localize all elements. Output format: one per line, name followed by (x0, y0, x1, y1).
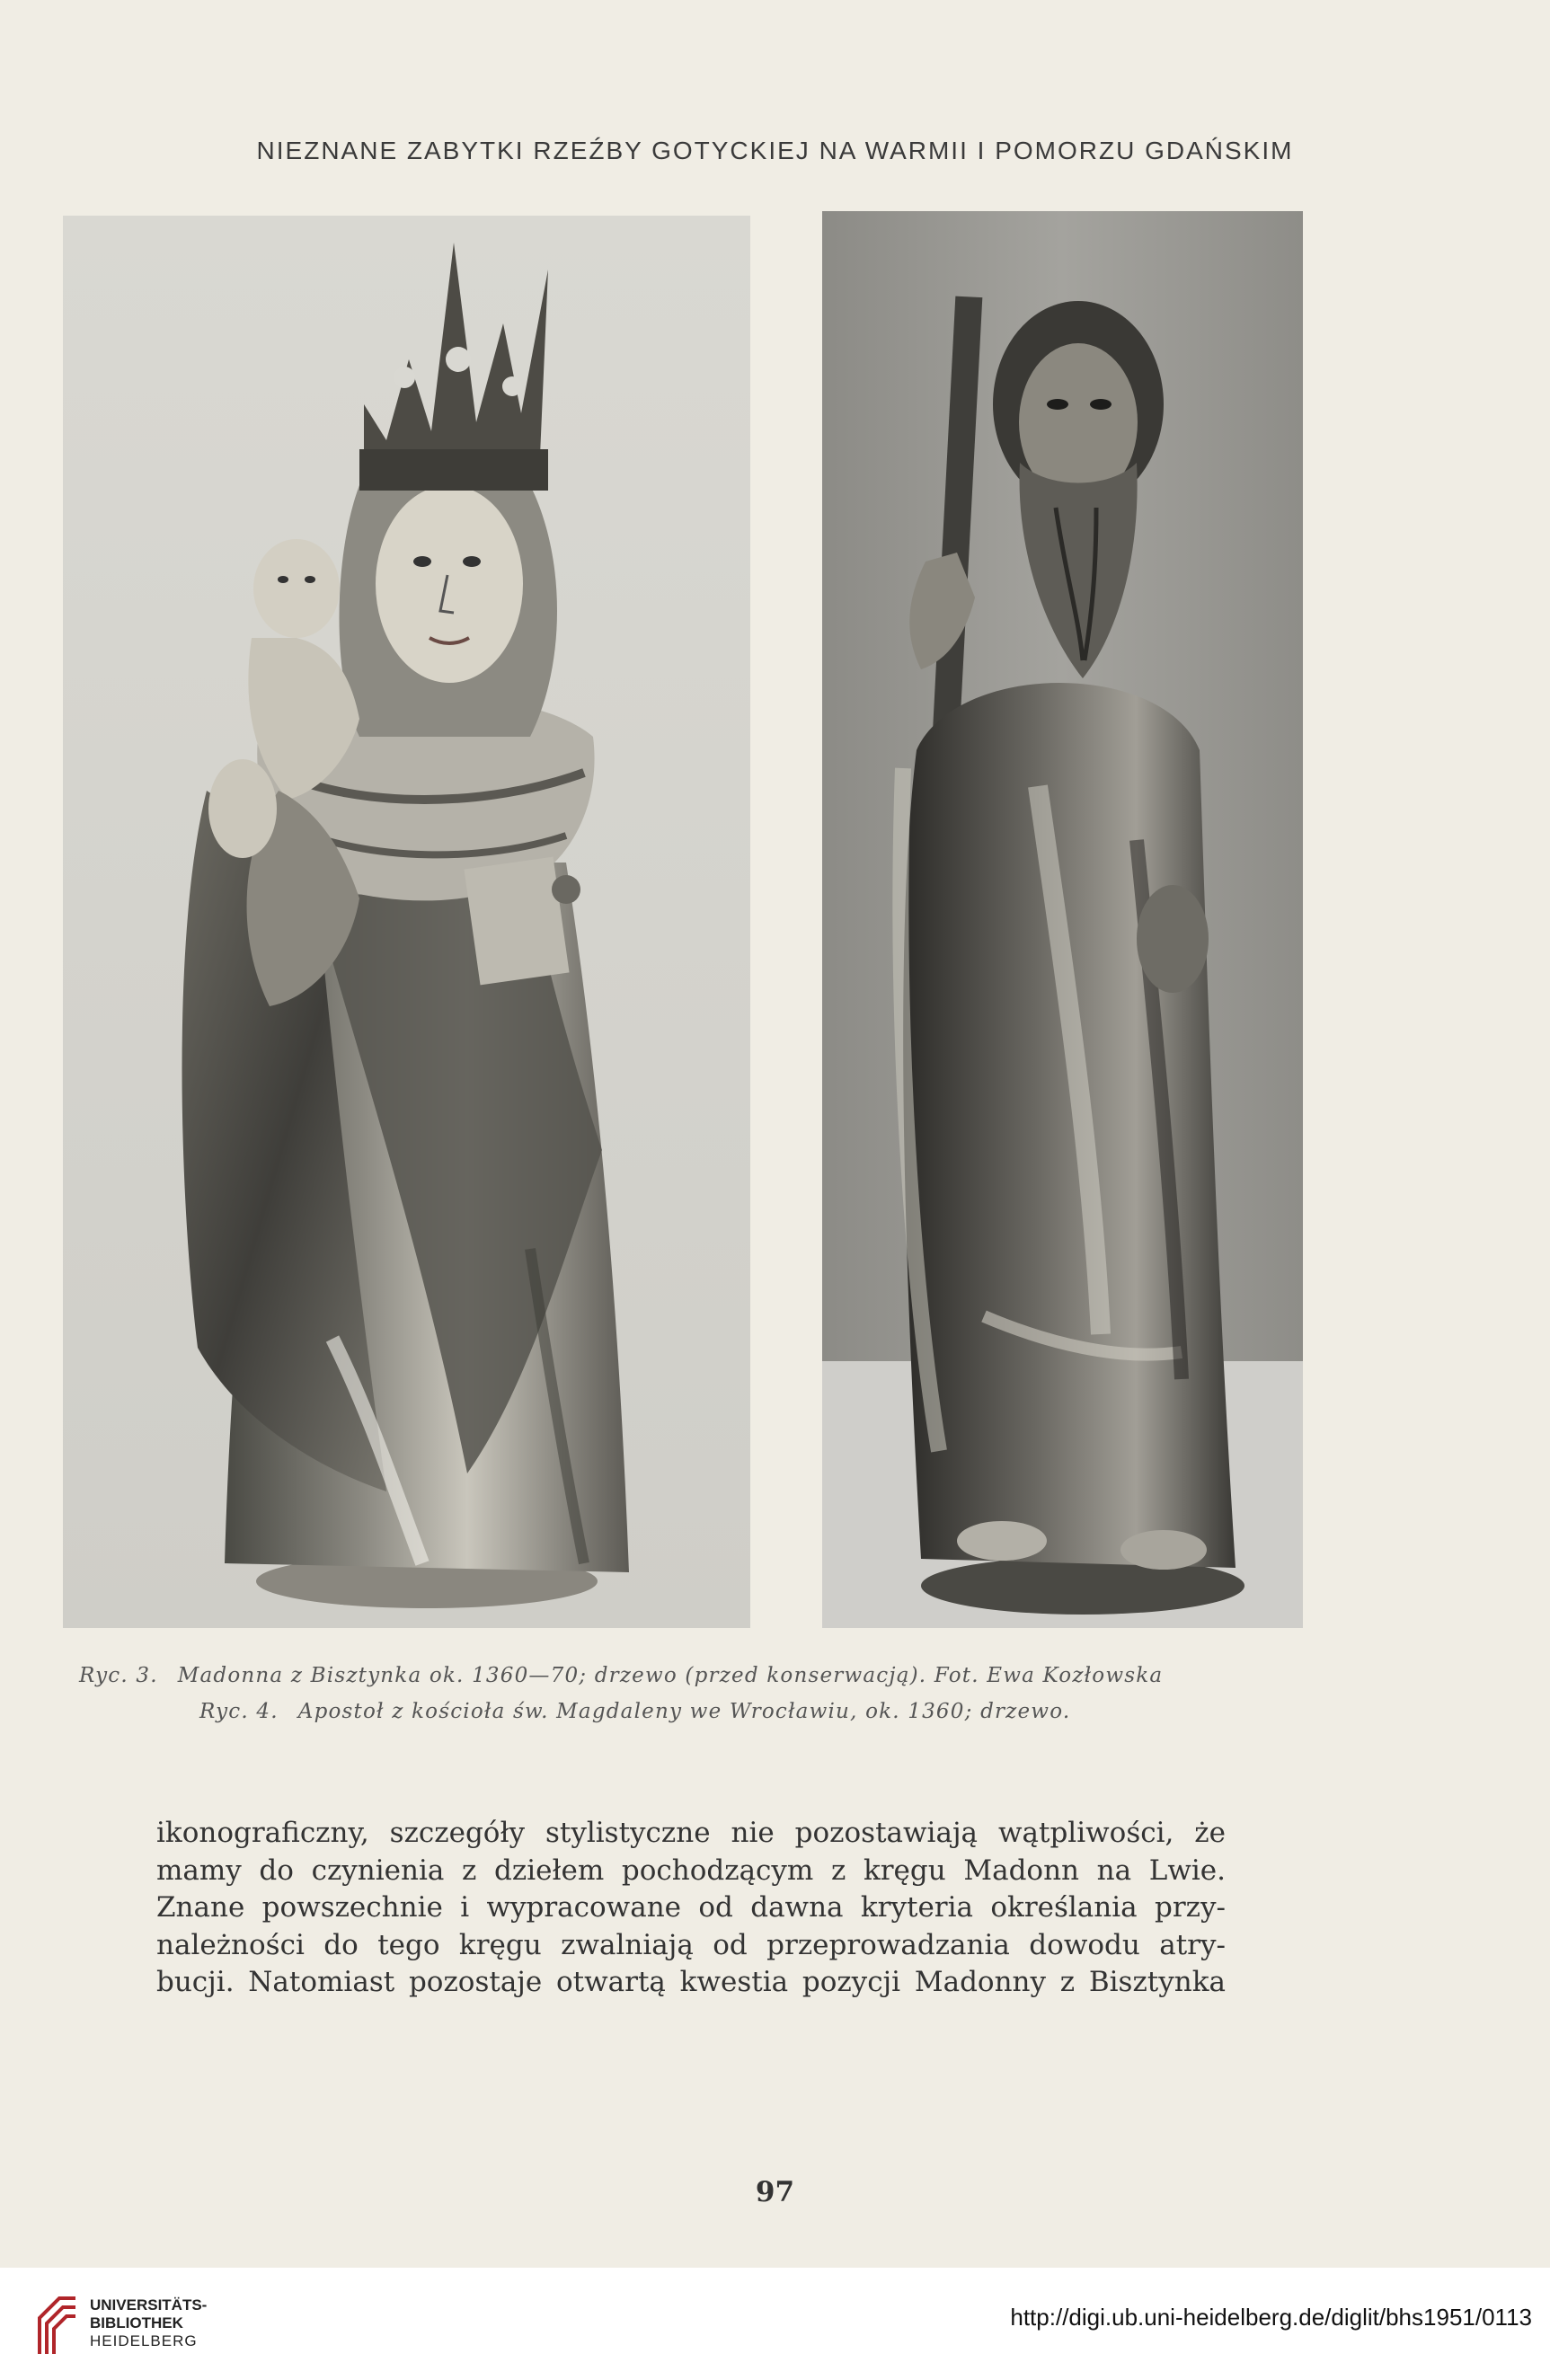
figure-3-photo-madonna (63, 216, 750, 1628)
body-line: Znane powszechnie i wypracowane od dawna kryteria określania przy- (156, 1891, 1226, 1924)
figure-3-label: Ryc. 3. (79, 1664, 158, 1687)
library-footer (0, 2268, 1550, 2380)
body-line: ikonograficzny, szczegóły stylistyczne nie pozostawiają wątpliwości, że (156, 1817, 1226, 1849)
library-line-1: UNIVERSITÄTS- (90, 2296, 208, 2314)
page-number: 97 (755, 2176, 795, 2208)
library-line-2: BIBLIOTHEK (90, 2314, 183, 2331)
running-title: NIEZNANE ZABYTKI RZEŹBY GOTYCKIEJ NA WARMII I POMORZU GDAŃSKIM (256, 137, 1294, 164)
body-line: należności do tego kręgu zwalniają od przeprowadzania dowodu atry- (156, 1928, 1226, 1961)
figure-4-photo-apostle (822, 211, 1303, 1628)
figure-4-caption (199, 1700, 1070, 1723)
figure-4-caption-text: Apostoł z kościoła św. Magdaleny we Wrocławiu, ok. 1360; drzewo. (297, 1700, 1071, 1723)
figure-3-caption (79, 1664, 1163, 1687)
library-name (90, 2296, 207, 2350)
source-url-link[interactable]: http://digi.ub.uni-heidelberg.de/diglit/bhs1951/0113 (1010, 2304, 1532, 2331)
body-paragraph (156, 1815, 1226, 2002)
library-line-3: HEIDELBERG (90, 2332, 198, 2349)
figure-4-label: Ryc. 4. (199, 1700, 279, 1723)
ub-heidelberg-logo-icon[interactable] (34, 2291, 81, 2359)
body-line: bucji. Natomiast pozostaje otwartą kwestia pozycji Madonny z Bisztynka (156, 1966, 1226, 1998)
body-line: mamy do czynienia z dziełem pochodzącym z kręgu Madonn na Lwie. (156, 1854, 1226, 1887)
figure-3-caption-text: Madonna z Bisztynka ok. 1360—70; drzewo (przed konserwacją). Fot. Ewa Kozłowska (177, 1664, 1164, 1687)
